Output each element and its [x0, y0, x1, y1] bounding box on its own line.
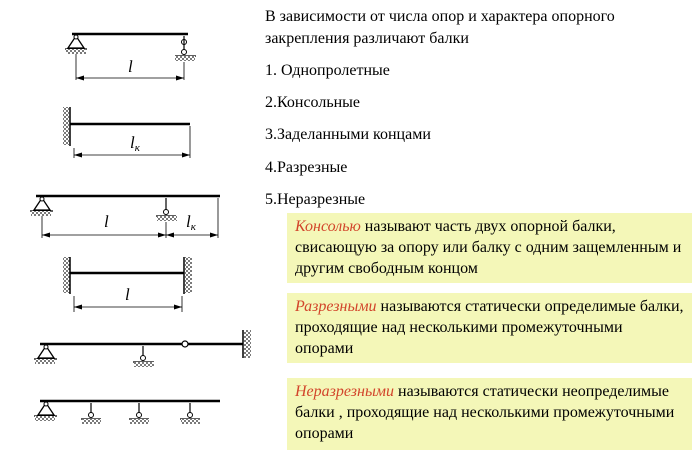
definition-term: Разрезными: [295, 298, 377, 315]
cantilever-label: lк: [130, 133, 140, 154]
span-label: l: [128, 57, 133, 76]
definition-continuous: [287, 378, 692, 450]
list-item: 5.Неразрезные: [265, 191, 366, 208]
definition-determinate: [287, 293, 692, 363]
beam-continuous: [34, 401, 220, 424]
definition-text: называются статически неопределимые балки , проходящие над несколькими промежуточными опорами: [295, 383, 675, 442]
list-item: 2.Консольные: [265, 94, 361, 111]
span-label-3: l: [125, 285, 130, 304]
span-label-2: l: [104, 212, 109, 231]
beam-overhang: [30, 196, 220, 238]
beam-simply-supported: [65, 34, 196, 81]
list-item: 1. Однопролетные: [265, 62, 390, 79]
heading-text: В зависимости от числа опор и характера опорного закрепления различают балки: [265, 8, 615, 47]
list-item: 4.Разрезные: [265, 159, 348, 176]
beam-fixed-ends: [63, 257, 192, 312]
beam-hinged-multispan: [34, 330, 251, 367]
beam-cantilever: [63, 107, 190, 158]
definition-term: Неразрезными: [295, 383, 395, 400]
definition-term: Консолью: [295, 218, 361, 235]
beam-diagrams: [0, 0, 260, 465]
definition-console: [287, 213, 692, 283]
overhang-label: lк: [186, 212, 196, 233]
list-item: 3.Заделанными концами: [265, 126, 431, 143]
definition-text: называются статически определимые балки, проходящие над несколькими промежуточными опорами: [295, 298, 684, 357]
definition-text: называют часть двух опорной балки, свисающую за опору или балку с одним защемленным и другим свободным концом: [295, 218, 682, 277]
